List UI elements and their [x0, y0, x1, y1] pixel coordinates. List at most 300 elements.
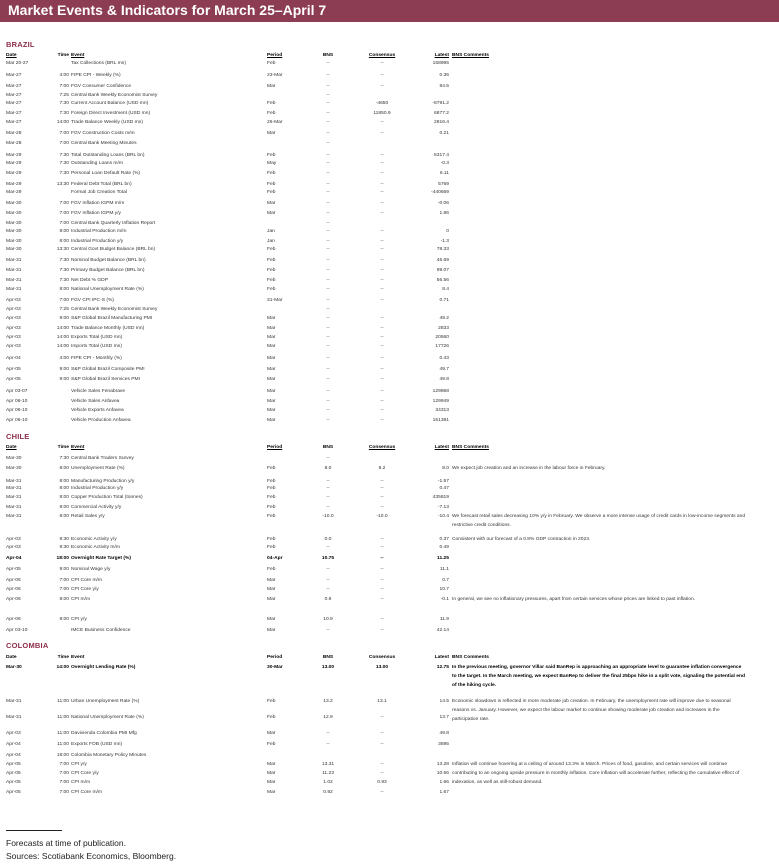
cell-cons: 8.2 [378, 466, 386, 471]
cell-date: Mar 20-27 [6, 61, 29, 66]
cell-period: Mar [267, 418, 276, 423]
cell-date: Apr-04 [6, 753, 21, 758]
table-row [0, 778, 779, 787]
cell-bns: -- [326, 344, 330, 349]
cell-event: Central Govt Budget Balance (BRL bn) [71, 247, 156, 252]
cell-latest: 0.37 [439, 537, 449, 542]
cell-time: 8:00 [59, 486, 69, 491]
cell-event: Vehicle Exports Anfavea [71, 408, 124, 413]
table-row [0, 713, 779, 722]
cell-period: Feb [267, 567, 276, 572]
cell-cons: -- [380, 495, 384, 500]
cell-bns: -- [326, 161, 330, 166]
cell-event: Personal Loan Default Rate (%) [71, 171, 141, 176]
cell-period: Mar [267, 131, 276, 136]
header-period: Period [267, 53, 283, 58]
cell-event: S&P Global Brazil Composite PMI [71, 367, 145, 372]
cell-time: 7:30 [59, 456, 69, 461]
cell-date: Mar-30 [6, 211, 22, 216]
cell-period: Feb [267, 287, 276, 292]
table-row [0, 484, 779, 493]
header-time: Time [57, 53, 69, 58]
cell-period: Feb [267, 153, 276, 158]
table-row [0, 626, 779, 635]
cell-period: Mar [267, 377, 276, 382]
header-event: Event [71, 445, 85, 450]
cell-latest: 49.2 [439, 316, 449, 321]
cell-period: Mar [267, 326, 276, 331]
cell-period: Feb [267, 505, 276, 510]
cell-bns: 13.31 [321, 762, 335, 767]
cell-latest: 34313 [435, 408, 449, 413]
cell-cons: -- [380, 742, 384, 747]
cell-cons: -- [380, 418, 384, 423]
cell-latest: -1.57 [437, 479, 449, 484]
cell-bns: 10.9 [323, 617, 333, 622]
cell-time: 8:00 [59, 466, 69, 471]
table-row [0, 296, 779, 305]
cell-period: Feb [267, 495, 276, 500]
cell-time: 9:00 [59, 377, 69, 382]
cell-latest: 0.43 [439, 356, 449, 361]
cell-bns: -10.0 [322, 514, 334, 519]
cell-event: Copper Production Total (tonnes) [71, 495, 143, 500]
cell-period: Feb [267, 514, 276, 519]
header-comments: BNS Comments [452, 655, 489, 660]
cell-bns: -- [326, 545, 330, 550]
cell-cons: -- [380, 578, 384, 583]
cell-time: 8:00 [59, 514, 69, 519]
cell-date: Apr-05 [6, 780, 21, 785]
table-row [0, 188, 779, 197]
table-row [0, 82, 779, 91]
cell-event: Davivienda Colombia PMI Mfg [71, 731, 137, 736]
cell-date: Mar-28 [6, 131, 22, 136]
cell-event: CPI Core y/y [71, 587, 99, 592]
cell-period: Jan [267, 229, 275, 234]
cell-time: 7:00 [59, 780, 69, 785]
cell-period: Feb [267, 258, 276, 263]
cell-date: Mar-29 [6, 153, 22, 158]
cell-time: 18:00 [56, 556, 69, 561]
cell-bns: -- [326, 153, 330, 158]
cell-bns: -- [326, 258, 330, 263]
cell-time: 13:30 [56, 182, 69, 187]
cell-time: 7:30 [59, 101, 69, 106]
cell-date: Apr-04 [6, 356, 21, 361]
cell-latest: 0.7 [442, 578, 449, 583]
cell-latest: 0.36 [439, 73, 449, 78]
table-row [0, 276, 779, 285]
cell-cons: -- [380, 790, 384, 795]
cell-date: Mar-27 [6, 73, 22, 78]
cell-time: 11:00 [57, 731, 69, 736]
cell-bns: -- [326, 408, 330, 413]
cell-latest: 6877.2 [434, 111, 449, 116]
cell-period: Mar [267, 617, 276, 622]
cell-bns: -- [326, 486, 330, 491]
cell-time: 8:00 [59, 495, 69, 500]
table-row [0, 788, 779, 797]
cell-time: 7:25 [59, 93, 69, 98]
footnote-sources: Sources: Scotiabank Economics, Bloomberg. [6, 851, 177, 861]
cell-period: Feb [267, 190, 276, 195]
cell-event: FIPE CPI - Weekly (%) [71, 73, 121, 78]
table-row [0, 503, 779, 512]
cell-event: Colombia Monetary Policy Minutes [71, 753, 147, 758]
cell-bns: -- [326, 456, 330, 461]
cell-cons: -- [380, 171, 384, 176]
header-period: Period [267, 445, 283, 450]
cell-latest: 11.1 [439, 567, 449, 572]
cell-period: Feb [267, 715, 276, 720]
cell-cons: -- [380, 316, 384, 321]
cell-period: 30-Mar [267, 665, 283, 670]
cell-period: Feb [267, 486, 276, 491]
cell-bns: -- [326, 326, 330, 331]
footnote-forecasts: Forecasts at time of publication. [6, 838, 127, 848]
cell-date: Mar-31 [6, 287, 22, 292]
cell-event: Manufacturing Production y/y [71, 479, 135, 484]
cell-period: Feb [267, 182, 276, 187]
table-row [0, 406, 779, 415]
cell-date: Mar-27 [6, 101, 22, 106]
cell-time: 7:00 [59, 762, 69, 767]
cell-latest: 78.33 [436, 247, 449, 252]
cell-event: CPI y/y [71, 762, 87, 767]
cell-cons: -- [380, 505, 384, 510]
cell-comment: We expect job creation and an increase in the labour force in February. [452, 466, 606, 471]
cell-period: Feb [267, 278, 276, 283]
header-date: Date [6, 445, 17, 450]
cell-period: Mar [267, 780, 276, 785]
cell-event: Total Outstanding Loans (BRL bn) [71, 153, 145, 158]
cell-bns: -- [326, 287, 330, 292]
cell-date: Mar-31 [6, 699, 22, 704]
header-bns: BNS [322, 445, 334, 450]
table-row [0, 615, 779, 624]
cell-period: 23-Mar [267, 73, 283, 78]
cell-latest: 1.66 [439, 780, 449, 785]
cell-time: 7:30 [59, 171, 69, 176]
cell-bns: -- [326, 367, 330, 372]
cell-time: 7:00 [59, 298, 69, 303]
cell-latest: 42.14 [436, 628, 449, 633]
cell-date: Apr-03 [6, 344, 21, 349]
cell-period: Feb [267, 545, 276, 550]
cell-event: Primary Budget Balance (BRL bn) [71, 268, 145, 273]
cell-time: 14:00 [56, 335, 69, 340]
cell-bns: 8.0 [324, 466, 332, 471]
cell-latest: -440669 [431, 190, 449, 195]
cell-latest: 12.75 [436, 665, 449, 670]
cell-cons: -- [380, 326, 384, 331]
cell-latest: 1.86 [439, 211, 449, 216]
table-row [0, 365, 779, 374]
cell-event: FGV Consumer Confidence [71, 84, 132, 89]
cell-event: S&P Global Brazil Manufacturing PMI [71, 316, 153, 321]
cell-period: 26-Mar [267, 120, 283, 125]
table-row [0, 59, 779, 68]
cell-period: Mar [267, 578, 276, 583]
cell-latest: 5317.4 [434, 153, 449, 158]
cell-event: Economic Activity m/m [71, 545, 120, 550]
cell-latest: 49.7 [439, 367, 449, 372]
cell-cons: -- [380, 356, 384, 361]
table-row [0, 333, 779, 342]
cell-date: Mar-31 [6, 258, 22, 263]
table-row [0, 266, 779, 275]
cell-latest: -0.1 [440, 597, 449, 602]
cell-event: Central Bank Weekly Economist Survey [71, 93, 158, 98]
cell-bns: -- [326, 141, 330, 146]
cell-cons: -- [380, 486, 384, 491]
cell-latest: 8.4 [442, 287, 449, 292]
cell-date: Apr-03 [6, 545, 21, 550]
cell-latest: 129868 [432, 389, 449, 394]
cell-bns: -- [326, 229, 330, 234]
cell-time: 14:00 [56, 344, 69, 349]
cell-latest: 2816.4 [434, 120, 449, 125]
header-bns: BNS [322, 655, 334, 660]
table-row [0, 585, 779, 594]
cell-event: Tax Collections (BRL mn) [71, 61, 126, 66]
header-date: Date [6, 655, 17, 660]
cell-latest: 17726 [435, 344, 449, 349]
cell-date: Mar-28 [6, 141, 22, 146]
cell-cons: -- [380, 268, 384, 273]
cell-event: Industrial Production m/m [71, 229, 127, 234]
cell-time: 13:30 [56, 247, 69, 252]
cell-cons: 0.93 [377, 780, 387, 785]
cell-cons: -- [380, 258, 384, 263]
cell-cons: -- [380, 190, 384, 195]
cell-bns: 13.00 [321, 665, 335, 670]
cell-period: Mar [267, 762, 276, 767]
cell-time: 7:25 [59, 307, 69, 312]
cell-event: Industrial Production y/y [71, 486, 124, 491]
table-row [0, 285, 779, 294]
cell-event: Imports Total (USD mn) [71, 344, 122, 349]
cell-date: Apr-04 [6, 742, 21, 747]
cell-date: Apr-03 [6, 326, 21, 331]
table-header [0, 653, 779, 662]
cell-bns: -- [326, 567, 330, 572]
cell-cons: 13.00 [375, 665, 389, 670]
cell-comment: Inflation will continue hovering at a ceiling of around 13.3% in March. Prices of food, gasoline, and certain services will continue contributing to an ongoing upside pressure in monthly inflation. Core inflation will accelerate further, reflecting the cumulative effect of indexation, as well as still-robust demand. [452, 762, 740, 785]
cell-date: Apr-05 [6, 377, 21, 382]
cell-event: FGV Inflation IGPM m/m [71, 201, 125, 206]
cell-comment: We forecast retail sales decreasing 10% y/y in February. We observe a more intense usage of credit cards in low-income segments and restrictive credit conditions. [452, 514, 746, 528]
cell-period: Mar [267, 408, 276, 413]
table-row [0, 751, 779, 760]
cell-latest: 20560 [435, 335, 449, 340]
cell-event: Vehicle Sales Anfavea [71, 399, 120, 404]
cell-date: Mar-31 [6, 268, 22, 273]
cell-time: 8:00 [59, 597, 69, 602]
footnote-divider [6, 830, 62, 831]
cell-period: Feb [267, 171, 276, 176]
cell-bns: -- [326, 356, 330, 361]
cell-period: Feb [267, 101, 276, 106]
cell-event: IMCE Business Confidence [71, 628, 131, 633]
table-row [0, 305, 779, 314]
cell-period: 04-Apr [267, 556, 283, 561]
cell-time: 9:00 [59, 316, 69, 321]
cell-period: Jan [267, 239, 275, 244]
cell-latest: 2833 [438, 326, 449, 331]
cell-date: Mar-30 [6, 229, 22, 234]
header-period: Period [267, 655, 283, 660]
cell-latest: -7.13 [437, 505, 449, 510]
cell-date: Apr-04 [6, 556, 22, 561]
cell-time: 8:00 [59, 229, 69, 234]
cell-period: Mar [267, 731, 276, 736]
header-latest: Latest [434, 445, 449, 450]
cell-cons: -- [380, 84, 384, 89]
cell-event: Exports Total (USD mn) [71, 335, 123, 340]
cell-cons: -- [380, 182, 384, 187]
cell-time: 4:00 [59, 73, 69, 78]
cell-cons: -- [380, 597, 384, 602]
cell-period: Mar [267, 587, 276, 592]
cell-time: 14:00 [56, 120, 69, 125]
cell-time: 11:00 [57, 699, 69, 704]
cell-date: Apr-06 [6, 597, 21, 602]
cell-latest: 99.07 [436, 268, 449, 273]
cell-date: Mar-31 [6, 715, 22, 720]
table-row [0, 729, 779, 738]
cell-latest: -0.06 [437, 201, 449, 206]
cell-date: Mar-31 [6, 479, 22, 484]
cell-bns: 0.9 [324, 597, 332, 602]
cell-date: Mar-31 [6, 505, 22, 510]
cell-cons: -- [380, 287, 384, 292]
cell-time: 8:00 [59, 287, 69, 292]
header-date: Date [6, 53, 17, 58]
cell-date: Mar-27 [6, 111, 22, 116]
header-consensus: Consensus [368, 445, 396, 450]
cell-date: Mar-30 [6, 201, 22, 206]
cell-time: 7:30 [59, 153, 69, 158]
header-comments: BNS Comments [452, 53, 489, 58]
cell-time: 14:00 [56, 665, 69, 670]
cell-latest: 0.49 [439, 545, 449, 550]
cell-time: 7:00 [59, 221, 69, 226]
cell-latest: -1.3 [440, 239, 449, 244]
cell-event: Unemployment Rate (%) [71, 466, 125, 471]
cell-event: Central Bank Weekly Economist Survey [71, 307, 158, 312]
section-title-chile: CHILE [6, 432, 30, 441]
cell-time: 9:00 [59, 367, 69, 372]
table-row [0, 375, 779, 384]
cell-latest: 14.5 [439, 699, 449, 704]
cell-cons: -- [380, 73, 384, 78]
cell-event: Urban Unemployment Rate (%) [71, 699, 140, 704]
cell-time: 8:00 [59, 479, 69, 484]
cell-bns: -- [326, 731, 330, 736]
cell-comment: In general, we see no inflationary pressures, apart from certain services whose prices are linked to past inflation. [452, 597, 696, 602]
table-row [0, 397, 779, 406]
cell-time: 7:00 [59, 201, 69, 206]
cell-period: Feb [267, 537, 276, 542]
cell-period: Mar [267, 367, 276, 372]
cell-comment: In the previous meeting, governor Villar said BanRep is approaching an appropriate level to guarantee inflation convergence to the target. In the March meeting, we expect BanRep to deliver the final 25bps hike in a split vote, signaling the potential end of the hiking cycle. [452, 665, 745, 688]
cell-bns: -- [326, 505, 330, 510]
cell-cons: -- [380, 389, 384, 394]
cell-bns: -- [326, 111, 330, 116]
table-row [0, 740, 779, 749]
header-latest: Latest [434, 53, 449, 58]
cell-time: 7:30 [59, 258, 69, 263]
cell-event: Federal Debt Total (BRL bn) [71, 182, 132, 187]
cell-time: 7:00 [59, 771, 69, 776]
section-title-brazil: BRAZIL [6, 40, 35, 49]
cell-bns: -- [326, 131, 330, 136]
cell-latest: 0.21 [439, 131, 449, 136]
cell-time: 7:30 [59, 161, 69, 166]
cell-latest: 435819 [432, 495, 449, 500]
cell-cons: -- [380, 161, 384, 166]
cell-event: Foreign Direct Investment (USD mn) [71, 111, 151, 116]
table-row [0, 129, 779, 138]
cell-date: Apr-03 [6, 335, 21, 340]
cell-date: Mar-29 [6, 182, 22, 187]
cell-latest: 49.8 [439, 377, 449, 382]
cell-event: Outstanding Loans m/m [71, 161, 123, 166]
table-row [0, 565, 779, 574]
cell-latest: 13.7 [439, 715, 449, 720]
cell-period: Mar [267, 356, 276, 361]
cell-event: CPI y/y [71, 617, 87, 622]
cell-event: Central Bank Traders Survey [71, 456, 134, 461]
cell-event: Vehicle Production Anfavea [71, 418, 131, 423]
cell-latest: 10.66 [436, 771, 449, 776]
table-header [0, 443, 779, 452]
cell-cons: 13.1 [377, 699, 387, 704]
header-consensus: Consensus [368, 53, 396, 58]
cell-event: Nominal Budget Balance (BRL bn) [71, 258, 146, 263]
table-row [0, 342, 779, 351]
cell-date: Apr-06 [6, 578, 21, 583]
cell-period: Feb [267, 466, 276, 471]
cell-cons: -- [380, 298, 384, 303]
cell-bns: -- [326, 278, 330, 283]
cell-latest: 5769 [438, 182, 449, 187]
cell-latest: 161381 [432, 418, 449, 423]
cell-event: Exports FOB (USD mn) [71, 742, 123, 747]
cell-cons: -- [380, 278, 384, 283]
cell-time: 7:30 [59, 268, 69, 273]
cell-event: FGV Construction Costs m/m [71, 131, 135, 136]
cell-cons: -- [380, 61, 384, 66]
cell-cons: -- [380, 247, 384, 252]
cell-time: 7:00 [59, 141, 69, 146]
cell-date: Mar-27 [6, 120, 22, 125]
cell-event: Overnight Lending Rate (%) [71, 665, 136, 670]
cell-date: Mar-29 [6, 190, 22, 195]
cell-cons: -- [380, 567, 384, 572]
table-row [0, 387, 779, 396]
cell-event: CPI m/m [71, 597, 91, 602]
cell-bns: -- [326, 307, 330, 312]
cell-event: S&P Global Brazil Services PMI [71, 377, 140, 382]
cell-latest: 46.69 [436, 258, 449, 263]
cell-time: 7:00 [59, 131, 69, 136]
cell-event: CPI m/m [71, 780, 91, 785]
cell-period: Feb [267, 247, 276, 252]
cell-date: Mar-27 [6, 93, 22, 98]
